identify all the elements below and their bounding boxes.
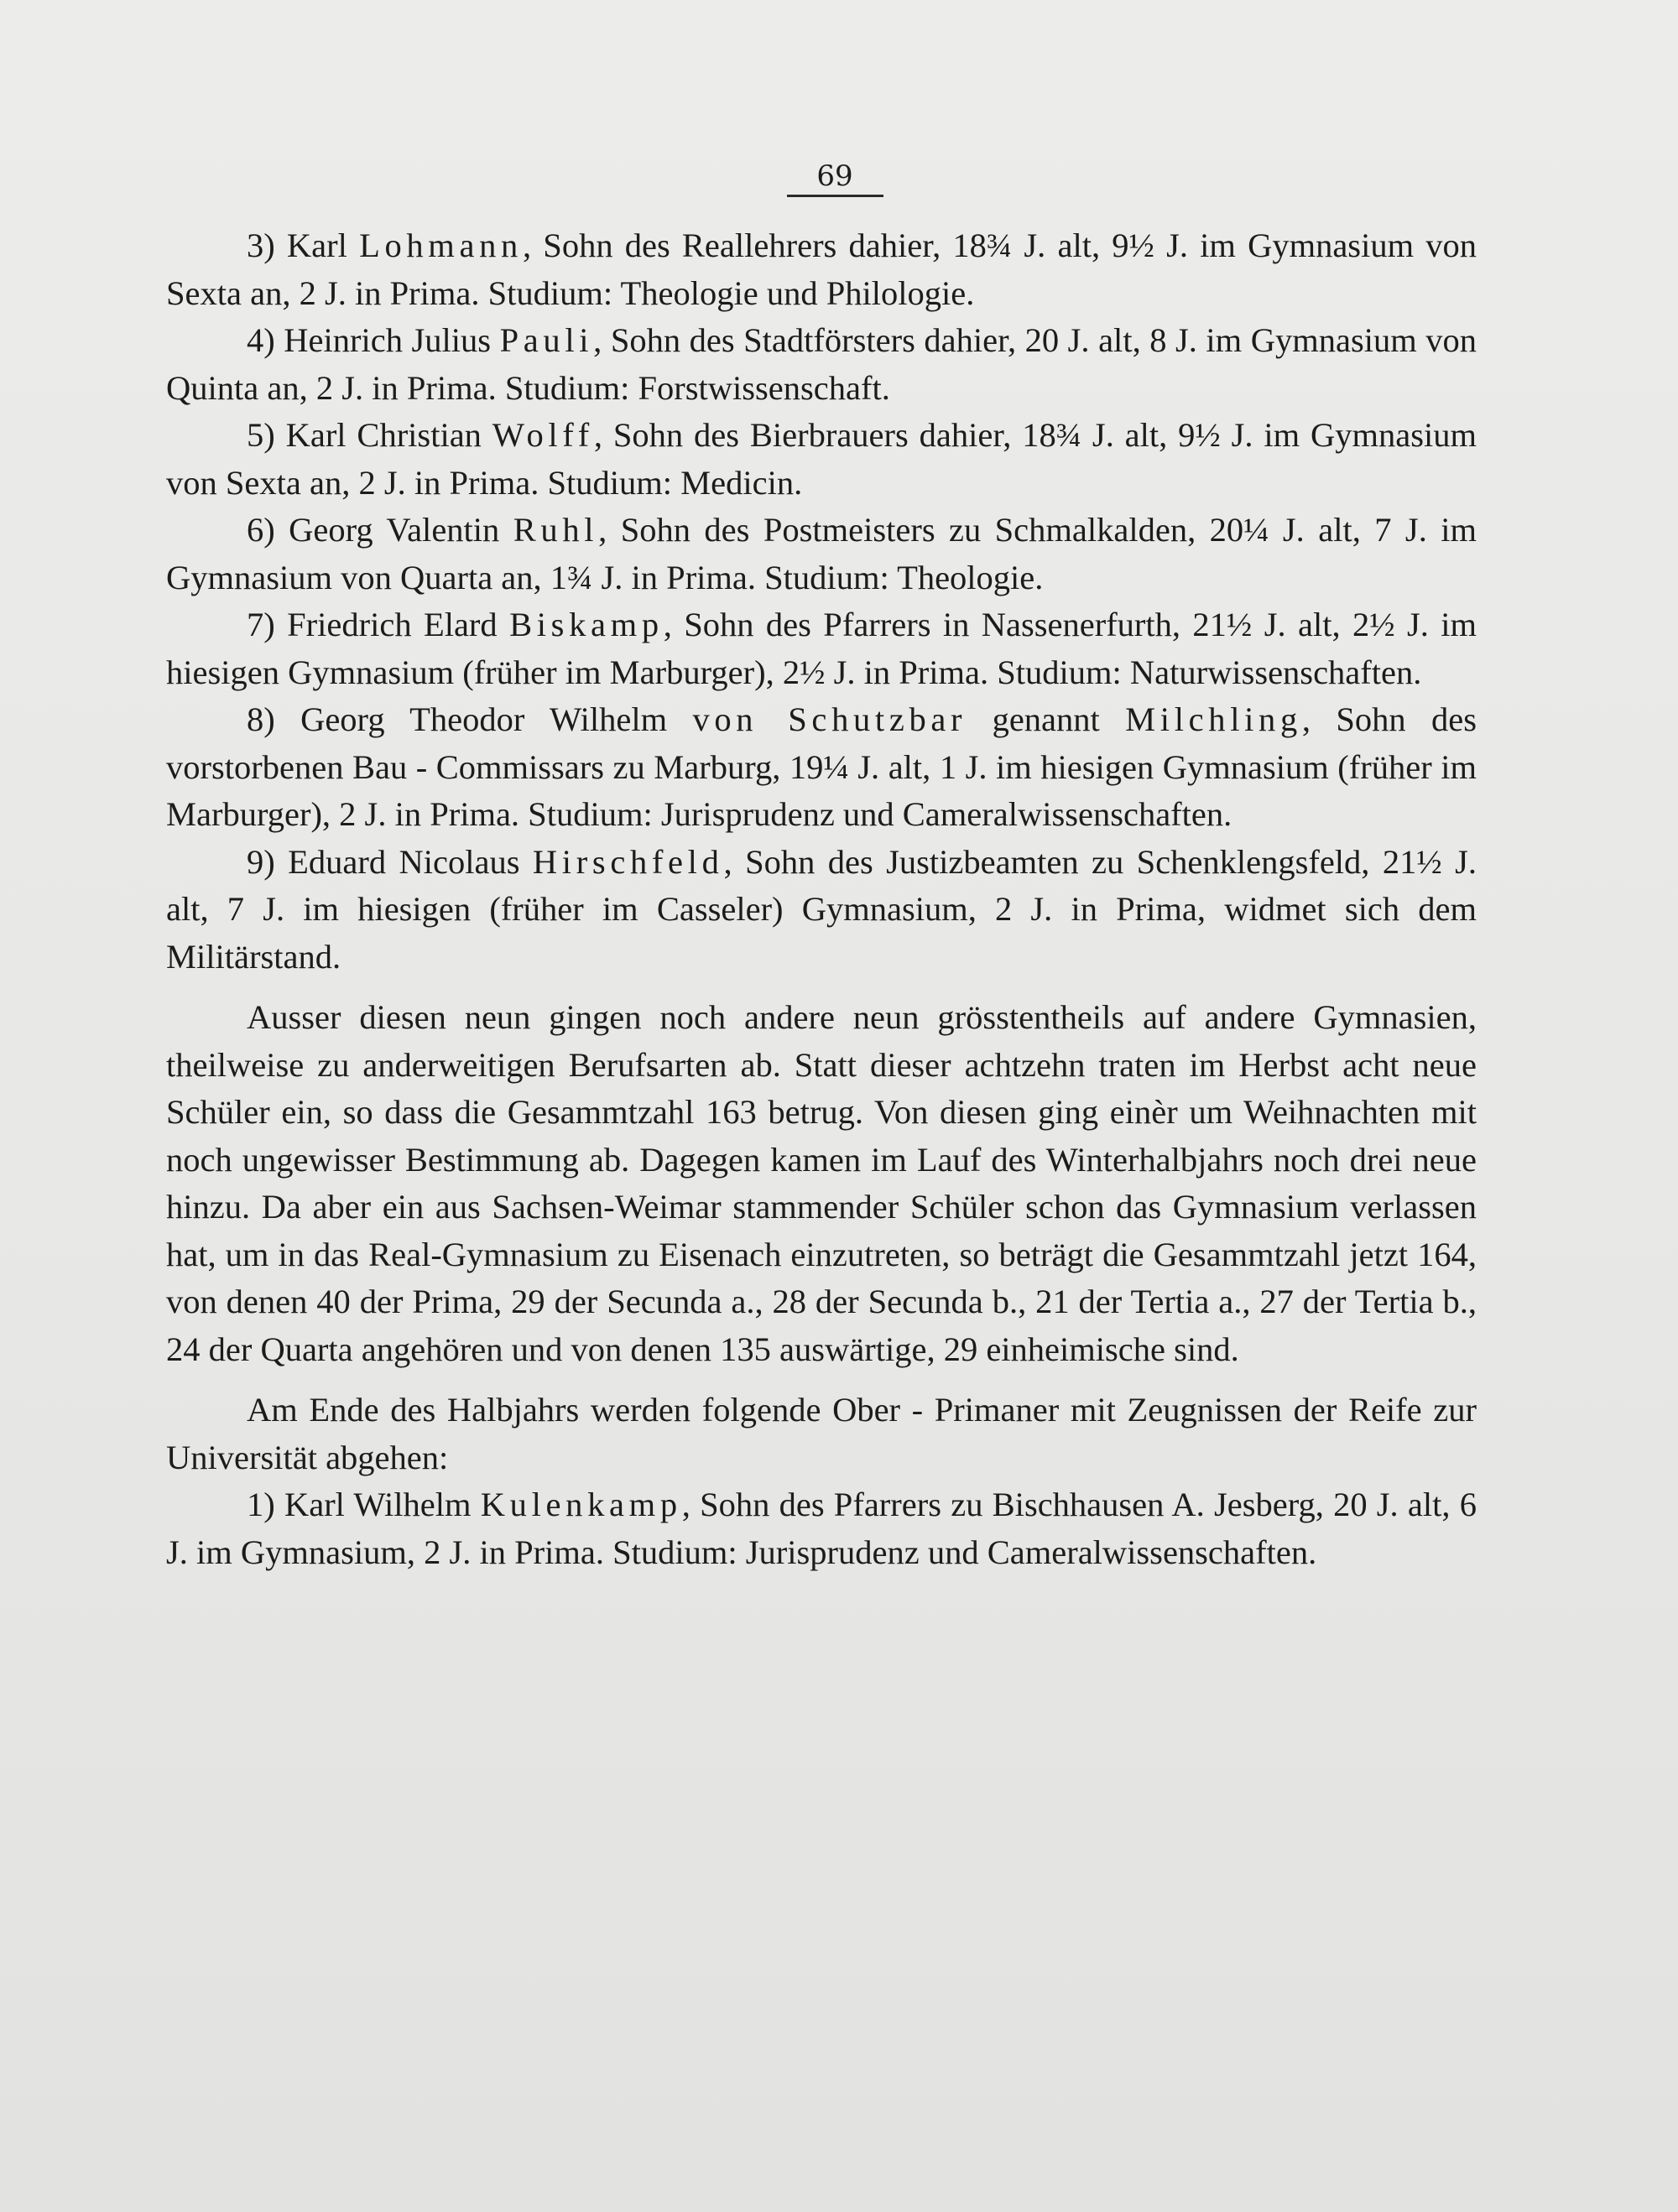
page-number-rule [787, 195, 883, 197]
student-surname: Hirschfeld [532, 842, 724, 881]
student-surname: Biskamp [509, 606, 664, 643]
paragraph-statistics: Ausser diesen neun gingen noch andere neun grösstentheils auf andere Gymnasien, theilweise zu anderweitigen Berufsarten ab. Statt dieser achtzehn traten im Herbst acht neue Schüler ein, so dass die Gesammtzahl 163 betrug. Von diesen ging einèr um Weihnachten mit noch ungewisser Bestimmung ab. Dagegen kamen im Lauf des Winterhalbjahrs noch drei neue hinzu. Da aber ein aus Sachsen-Weimar stammender Schüler schon das Gymnasium verlassen hat, um in das Real-Gymnasium zu Eisenach einzutreten, so beträgt die Gesammtzahl jetzt 164, von denen 40 der Prima, 29 der Secunda a., 28 der Secunda b., 21 der Tertia a., 27 der Tertia b., 24 der Quarta angehören und von denen 135 auswärtige, 29 einheimische sind. [166, 998, 1477, 1368]
entry-item: 8) Georg Theodor Wilhelm von Schutzbar genannt Milchling, Sohn des vorstorbenen Bau - Commissars zu Marburg, 19¼ J. alt, 1 J. im hiesigen Gymnasium (früher im Marburger), 2 J. in Prima. Studium: Jurisprudenz und Cameralwissenschaften. [166, 700, 1477, 833]
entry-item: 7) Friedrich Elard Biskamp, Sohn des Pfarrers in Nassenerfurth, 21½ J. alt, 2½ J. im hiesigen Gymnasium (früher im Marburger), 2½ J. in Prima. Studium: Naturwissenschaften. [166, 606, 1477, 691]
body-text [166, 222, 1477, 1576]
student-surname: Lohmann [359, 226, 523, 264]
student-surname: Kulenkamp [480, 1486, 682, 1523]
student-surname: Ruhl [513, 511, 599, 549]
student-surname: Pauli [499, 321, 594, 359]
entry-item: 6) Georg Valentin Ruhl, Sohn des Postmeisters zu Schmalkalden, 20¼ J. alt, 7 J. im Gymnasium von Quarta an, 1¾ J. in Prima. Studium: Theologie. [166, 511, 1477, 596]
paragraph-graduates-intro: Am Ende des Halbjahrs werden folgende Ober - Primaner mit Zeugnissen der Reife zur Universität abgehen: [166, 1391, 1477, 1476]
entry-item: 1) Karl Wilhelm Kulenkamp, Sohn des Pfarrers zu Bischhausen A. Jesberg, 20 J. alt, 6 J. im Gymnasium, 2 J. in Prima. Studium: Jurisprudenz und Cameralwissenschaften. [166, 1486, 1477, 1571]
student-surname: Wolff [492, 416, 594, 454]
student-surname-alt: Milchling [1125, 700, 1302, 738]
entry-item: 9) Eduard Nicolaus Hirschfeld, Sohn des Justizbeamten zu Schenklengsfeld, 21½ J. alt, 7 J. im hiesigen (früher im Casseler) Gymnasium, 2 J. in Prima, widmet sich dem Militärstand. [166, 842, 1477, 976]
student-surname: von Schutzbar [692, 700, 967, 738]
entry-item: 5) Karl Christian Wolff, Sohn des Bierbrauers dahier, 18¾ J. alt, 9½ J. im Gymnasium von Sexta an, 2 J. in Prima. Studium: Medicin. [166, 416, 1477, 502]
entry-item: 3) Karl Lohmann, Sohn des Reallehrers dahier, 18¾ J. alt, 9½ J. im Gymnasium von Sexta an, 2 J. in Prima. Studium: Theologie und Philologie. [166, 226, 1477, 312]
page-number: 69 [816, 159, 853, 193]
entry-item: 4) Heinrich Julius Pauli, Sohn des Stadtförsters dahier, 20 J. alt, 8 J. im Gymnasium von Quinta an, 2 J. in Prima. Studium: Forstwissenschaft. [166, 321, 1477, 407]
